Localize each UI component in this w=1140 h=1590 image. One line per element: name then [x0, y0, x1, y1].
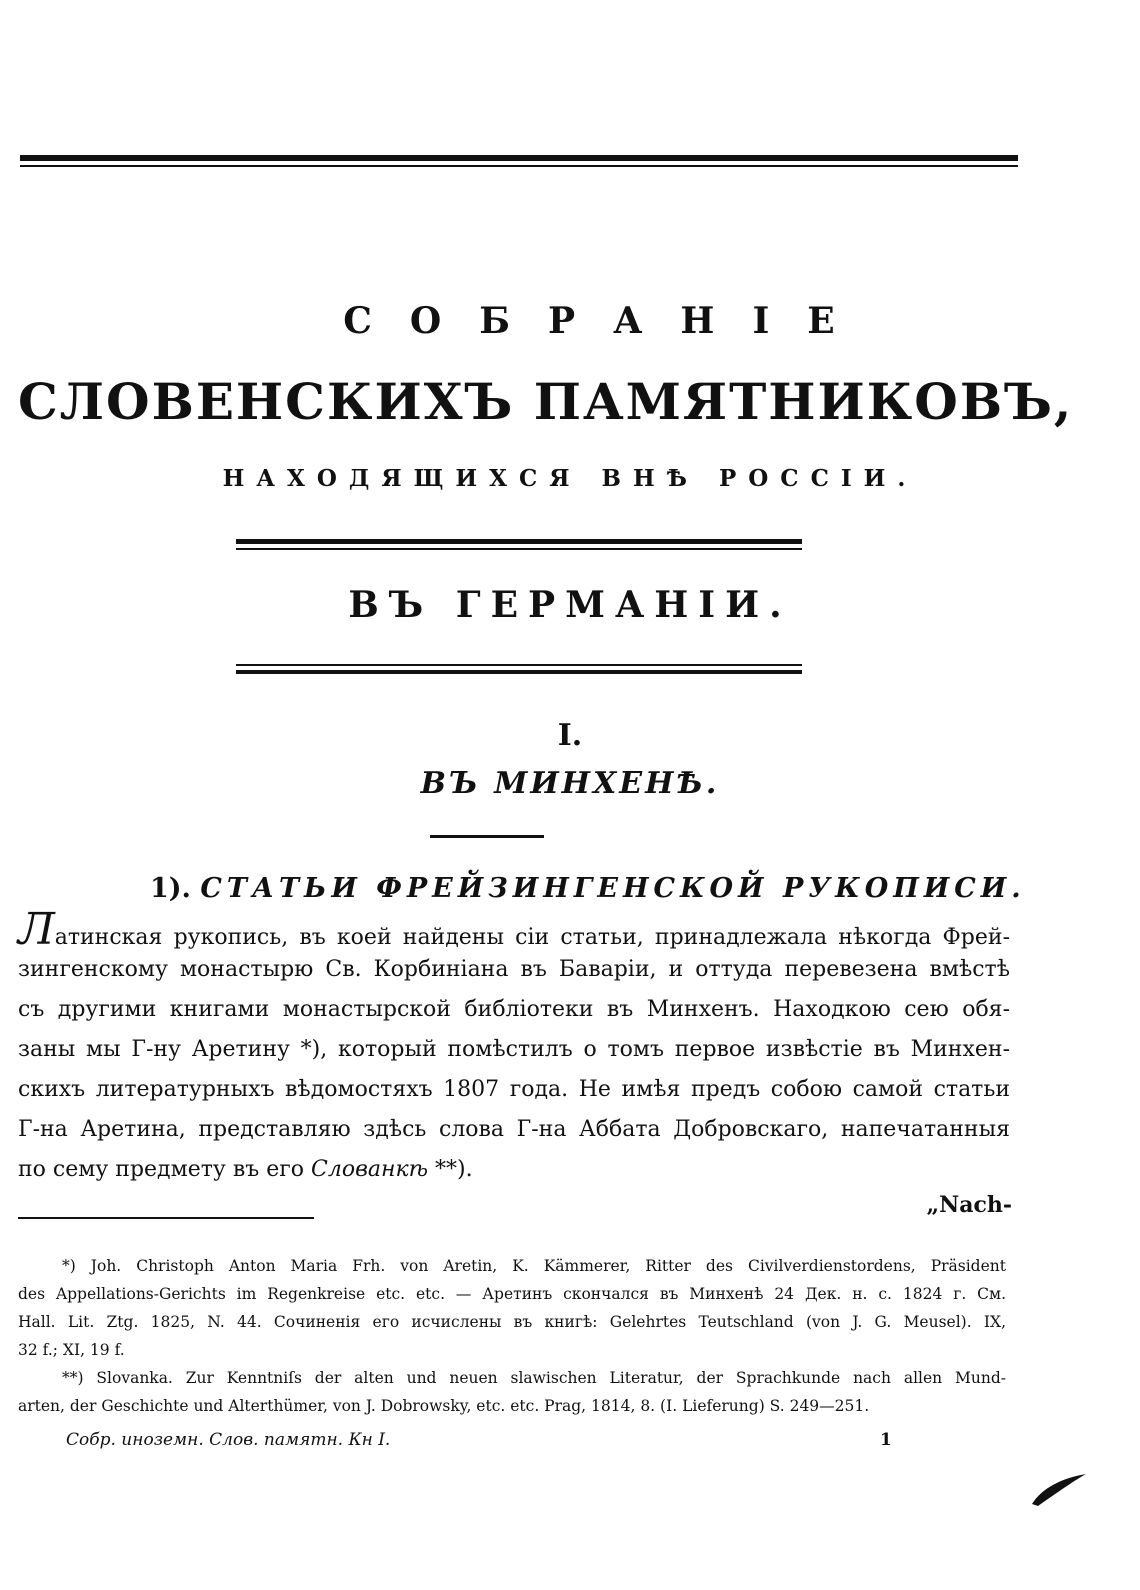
title-line-1: СОБРАНІЕ: [343, 300, 873, 342]
ink-stroke-icon: [1028, 1470, 1088, 1510]
footnote-line: des Appellations-Gerichts im Regenkreise etc. etc. — Аретинъ скончался въ Минхенѣ 24 Дек. н. с. 1824 г. См.: [18, 1285, 1006, 1303]
body-line: Г-на Аретина, представляю здѣсь слова Г-на Аббата Добровскаго, напечатанныя: [18, 1117, 1010, 1142]
chapter-title: ВЪ МИНХЕНѢ.: [420, 766, 720, 801]
footnote-line: Hall. Lit. Ztg. 1825, N. 44. Сочиненія его исчислены въ книгѣ: Gelehrtes Teutschland (von J. G. Meusel). IX,: [18, 1313, 1006, 1331]
section-divider-thin: [236, 664, 802, 666]
top-double-rule-thick: [20, 155, 1018, 161]
title-divider-thick: [236, 539, 802, 544]
body-line: съ другими книгами монастырской библіотеки въ Минхенъ. Находкою сею обя-: [18, 997, 1010, 1022]
footnote-line: arten, der Geschichte und Alterthümer, von J. Dobrowsky, etc. etc. Prag, 1814, 8. (I. Lieferung) S. 249—251.: [18, 1397, 870, 1415]
title-line-2: СЛОВЕНСКИХЪ ПАМЯТНИКОВЪ,: [18, 372, 1074, 431]
footnotes: [18, 1252, 1006, 1420]
footnote-line: 32 f.; XI, 19 f.: [18, 1341, 125, 1359]
body-line: заны мы Г-ну Аретину *), который помѣстилъ о томъ первое извѣстіе въ Минхен-: [18, 1037, 1010, 1062]
title-divider-thin: [236, 548, 802, 550]
section-title: ВЪ ГЕРМАНІИ.: [348, 584, 792, 626]
body-line: зингенскому монастырю Св. Корбиніана въ Баваріи, и оттуда перевезена вмѣстѣ: [18, 957, 1010, 982]
footnote-line: *) Joh. Christoph Anton Maria Frh. von Aretin, K. Kämmerer, Ritter des Civilverdienstordens, Präsident: [62, 1257, 1006, 1275]
body-line: скихъ литературныхъ вѣдомостяхъ 1807 года. Не имѣя предъ собою самой статьи: [18, 1077, 1010, 1102]
body-line: Латинская рукопись, въ коей найдены сіи статьи, принадлежала нѣкогда Фрей-: [18, 904, 1010, 955]
body-line-last: по сему предмету въ его Слованкѣ **).: [18, 1157, 473, 1182]
top-double-rule-thin: [20, 165, 1018, 167]
article-number: 1).: [150, 873, 191, 904]
signature-line: Собр. иноземн. Слов. памятн. Кн I.: [66, 1430, 391, 1450]
title-line-3: НАХОДЯЩИХСЯ ВНѢ РОССІИ.: [222, 465, 918, 492]
section-divider-thick: [236, 670, 802, 674]
footnote-line: **) Slovanka. Zur Kenntniſs der alten und neuen slawischen Literatur, der Sprachkunde nach allen Mund-: [62, 1369, 1006, 1387]
signature-mark: 1: [880, 1430, 892, 1450]
short-divider: [430, 835, 544, 838]
body-paragraph: [18, 904, 1010, 1190]
footnote-rule: [18, 1217, 314, 1219]
chapter-numeral: I.: [557, 718, 583, 753]
catchword: „Nach-: [926, 1192, 1012, 1218]
article-heading: [150, 873, 1026, 904]
article-title: СТАТЬИ ФРЕЙЗИНГЕНСКОЙ РУКОПИСИ.: [200, 873, 1026, 904]
drop-cap: Л: [18, 904, 55, 955]
